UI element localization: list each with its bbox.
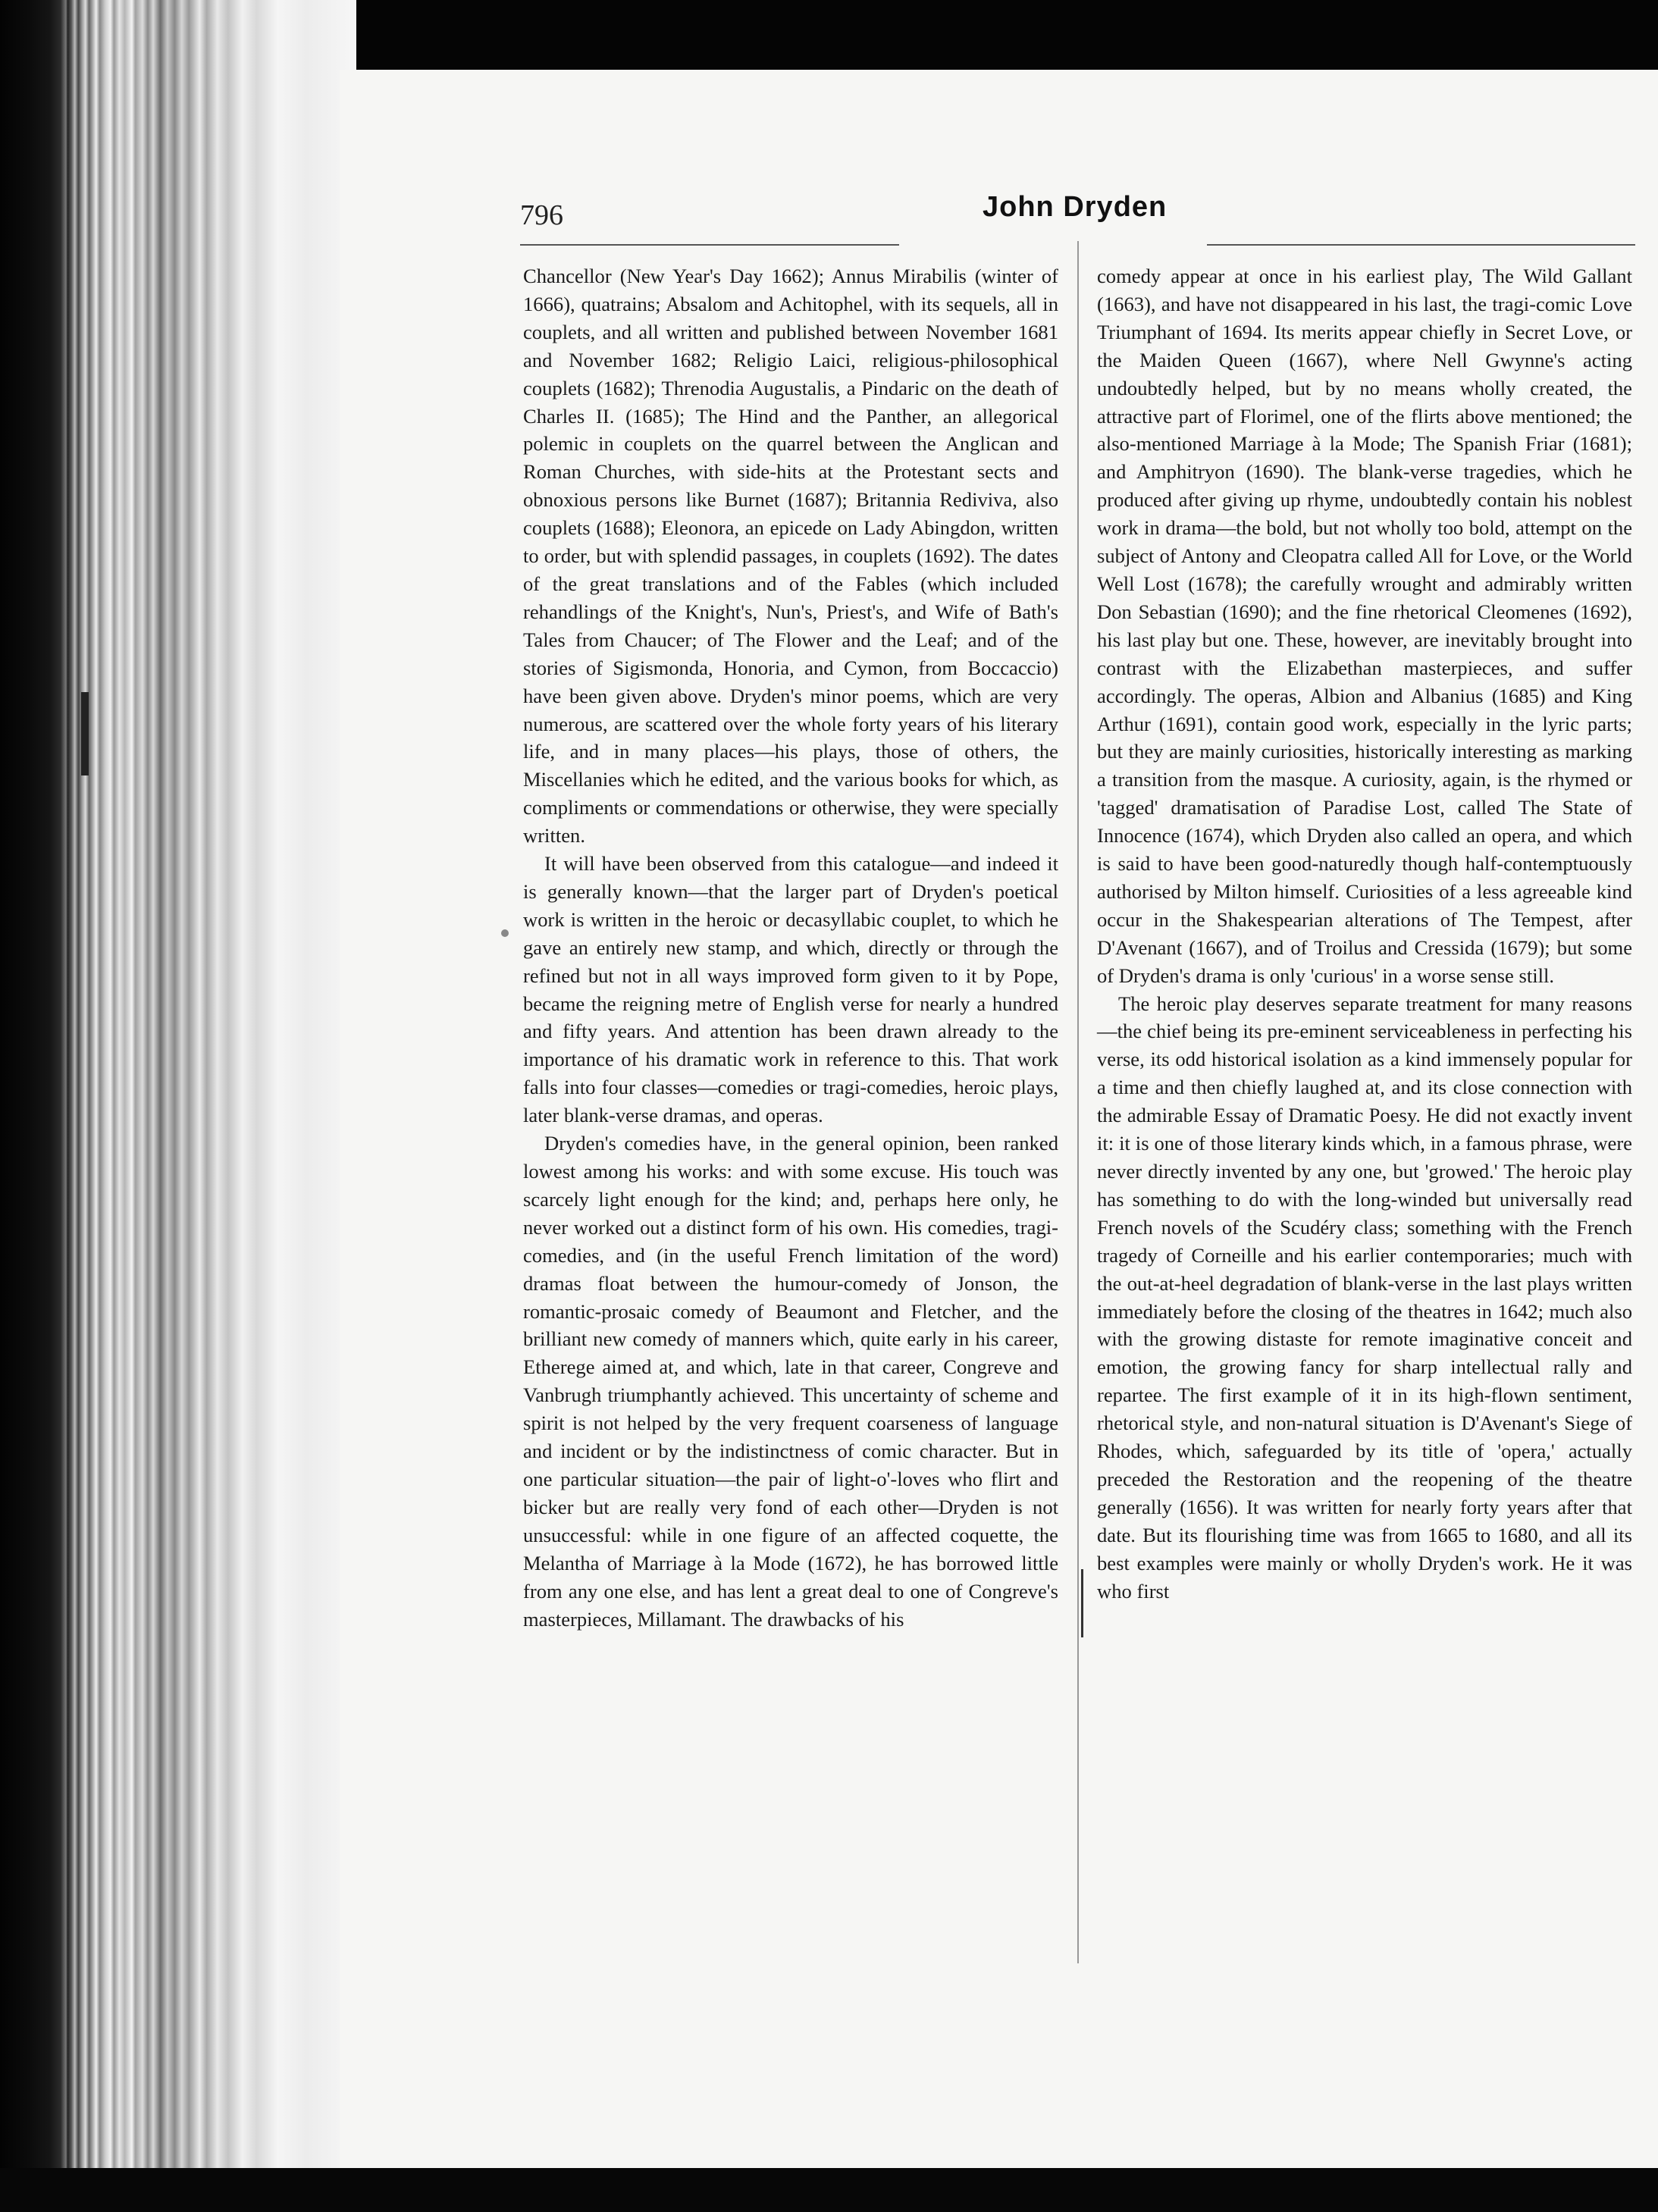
- left-paragraph-1: Chancellor (New Year's Day 1662); Annus Mirabilis (winter of 1666), quatrains; Absalom and Achitophel, with its sequels, all in couplets, and all written and published between November 1681 and November 1682; Religio Laici, religious-philosophical couplets (1682); Threnodia Augustalis, a Pindaric on the death of Charles II. (1685); The Hind and the Panther, an allegorical polemic in couplets on the quarrel between the Anglican and Roman Churches, with side-hits at the Protestant sects and obnoxious persons like Burnet (1687); Britannia Rediviva, also couplets (1688); Eleonora, an epicede on Lady Abingdon, written to order, but with splendid passages, in couplets (1692). The dates of the great translations and of the Fables (which included rehandlings of the Knight's, Nun's, Priest's, and Wife of Bath's Tales from Chaucer; of The Flower and the Leaf; and of the stories of Sigismonda, Honoria, and Cymon, from Boccaccio) have been given above. Dryden's minor poems, which are very numerous, are scattered over the whole forty years of his literary life, and in many places—his plays, those of others, the Miscellanies which he edited, and the various books for which, as compliments or commendations or otherwise, they were specially written.: [523, 265, 1058, 848]
- left-paragraph-3: Dryden's comedies have, in the general opinion, been ranked lowest among his works: and with some excuse. His touch was scarcely light enough for the kind; and, perhaps here only, he never worked out a distinct form of his own. His comedies, tragi-comedies, and (in the useful French limitation of the word) dramas float between the humour-comedy of Jonson, the romantic-prosaic comedy of Beaumont and Fletcher, and the brilliant new comedy of manners which, quite early in his career, Etherege aimed at, and which, late in that career, Congreve and Vanbrugh triumphantly achieved. This uncertainty of scheme and spirit is not helped by the very frequent coarseness of language and incident or by the indistinctness of comic character. But in one particular situation—the pair of light-o'-loves who flirt and bicker but are really very fond of each other—Dryden is not unsuccessful: while in one figure of an affected coquette, the Melantha of Marriage à la Mode (1672), he has borrowed little from any one else, and has lent a great deal to one of Congreve's masterpieces, Millamant. The drawbacks of his: [523, 1132, 1058, 1631]
- right-paragraph-1: comedy appear at once in his earliest play, The Wild Gallant (1663), and have not disappeared in his last, the tragi-comic Love Triumphant of 1694. Its merits appear chiefly in Secret Love, or the Maiden Queen (1667), where Nell Gwynne's acting undoubtedly helped, but by no means wholly created, the attractive part of Florimel, one of the flirts above mentioned; the also-mentioned Marriage à la Mode; The Spanish Friar (1681); and Amphitryon (1690). The blank-verse tragedies, which he produced after giving up rhyme, undoubtedly contain his noblest work in drama—the bold, but not wholly too bold, attempt on the subject of Antony and Cleopatra called All for Love, or the World Well Lost (1678); the carefully wrought and admirably written Don Sebastian (1690); and the fine rhetorical Cleomenes (1692), his last play but one. These, however, are inevitably brought into contrast with the Elizabethan masterpieces, and suffer accordingly. The operas, Albion and Albanius (1685) and King Arthur (1691), contain good work, especially in the lyric parts; but they are mainly curiosities, historically interesting as marking a transition from the masque. A curiosity, again, is the rhymed or 'tagged' dramatisation of Paradise Lost, called The State of Innocence (1674), which Dryden also called an opera, and which is said to have been good-naturedly though half-contemptuously authorised by Milton himself. Curiosities of a less agreeable kind occur in the Shakespearian alterations of The Tempest, after D'Avenant (1667), and of Troilus and Cressida (1679); but some of Dryden's drama is only 'curious' in a worse sense still.: [1097, 265, 1632, 987]
- left-paragraph-2: It will have been observed from this catalogue—and indeed it is generally known—that the larger part of Dryden's poetical work is written in the heroic or decasyllabic couplet, to which he gave an entirely new stamp, and which, directly or through the refined but not in all ways improved form given to it by Pope, became the reigning metre of English verse for nearly a hundred and fifty years. And attention has been drawn already to the importance of his dramatic work in reference to this. That work falls into four classes—comedies or tragi-comedies, heroic plays, later blank-verse dramas, and operas.: [523, 852, 1058, 1127]
- column-divider-mark: [1081, 1569, 1083, 1637]
- stray-mark: [501, 929, 509, 937]
- binding-mark: [81, 692, 89, 775]
- left-column: [523, 262, 1058, 1633]
- book-binding-edge: [0, 0, 356, 2212]
- right-column: [1097, 262, 1632, 1606]
- column-divider: [1077, 241, 1079, 1963]
- running-head: John Dryden: [983, 191, 1167, 223]
- bottom-shadow: [0, 2168, 1658, 2212]
- right-paragraph-2: The heroic play deserves separate treatment for many reasons—the chief being its pre-eminent serviceableness in perfecting his verse, its odd historical isolation as a kind immensely popular for a time and then chiefly laughed at, and its close connection with the admirable Essay of Dramatic Poesy. He did not exactly invent it: it is one of those literary kinds which, in a famous phrase, were never directly invented by any one, but 'growed.' The heroic play has something to do with the long-winded but universally read French novels of the Scudéry class; something with the French tragedy of Corneille and his earlier contemporaries; much with the out-at-heel degradation of blank-verse in the last plays written immediately before the closing of the theatres in 1642; much also with the growing distaste for remote imaginative conceit and emotion, the growing fancy for sharp intellectual rally and repartee. The first example of it in its high-flown sentiment, rhetorical style, and non-natural situation is D'Avenant's Siege of Rhodes, which, safeguarded by its title of 'opera,' actually preceded the Restoration and the reopening of the theatre generally (1656). It was written for nearly forty years after that date. But its flourishing time was from 1665 to 1680, and all its best examples were mainly or wholly Dryden's work. He it was who first: [1097, 992, 1632, 1603]
- header-rule-left: [520, 244, 899, 246]
- page-number: 796: [520, 199, 563, 231]
- header-rule-right: [1207, 244, 1635, 246]
